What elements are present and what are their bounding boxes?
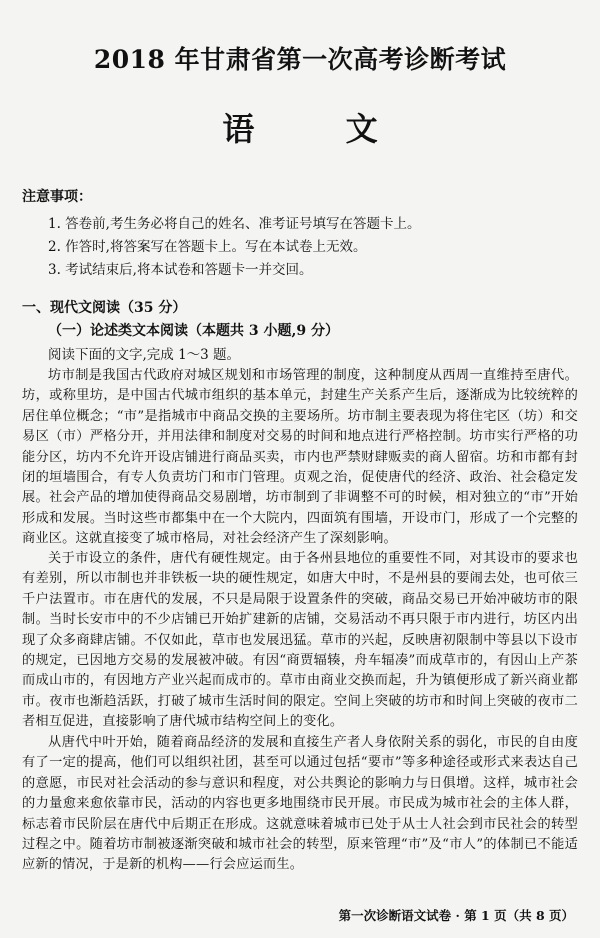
section-heading: 一、现代文阅读（35 分） xyxy=(22,300,187,316)
notice-heading: 注意事项： xyxy=(22,189,92,205)
passage-paragraph-1: 坊市制是我国古代政府对城区规划和市场管理的制度，这种制度从西周一直维持至唐代。坊，或称里坊，是中国古代城市组织的基本单元，封建生产关系产生后，逐渐成为比较统粹的居住单位概念；“市”是指城市中商品交换的主要场所。坊市制主要表现为将住宅区（坊）和交易区（市）严格分开，并用法律和制度对交易的时间和地点进行严格控制。坊市实行严格的功能分区，坊内不允许开设店铺进行商品买卖，市内也严禁财肆贩卖的商人留宿。坊和市都有封闭的垣墙围合，有专人负责坊门和市门管理。贞观之治，促使唐代的经济、政治、社会稳定发展。社会产品的增加使得商品交易剧增，坊市制到了非调整不可的时候，相对独立的“市”开始形成和发展。当时这些市都集中在一个大院内，四面筑有围墙，开设市门，形成了一个完整的商业区。这就直接变了城市格局，对社会经济产生了深刻影响。 xyxy=(22,368,578,547)
reading-instruction: 阅读下面的文字,完成 1～3 题。 xyxy=(48,347,241,363)
notice-item: 3. 考试结束后,将本试卷和答题卡一并交回。 xyxy=(48,262,313,278)
notice-item: 1. 答卷前,考生务必将自己的姓名、准考证号填写在答题卡上。 xyxy=(48,216,421,232)
passage-paragraph-3: 从唐代中叶开始，随着商品经济的发展和直接生产者人身依附关系的弱化，市民的自由度有了一定的提高，他们可以组织社团，甚至可以通过包括“要市”等多种途径或形式来表达自己的意愿，市民对社会活动的参与意识和程度，对公共舆论的影响力与日俱增。这样，城市社会的力量愈来愈依靠市民，活动的内容也更多地围绕市民开展。市民成为城市社会的主体人群，标志着市民阶层在唐代中后期正在形成。这就意味着城市已处于从士人社会到市民社会的转型过程之中。随着坊市制被逐渐突破和城市社会的转型，原来管理“市”及“市人”的体制已不能适应新的情况，于是新的机构——行会应运而生。 xyxy=(22,735,578,873)
passage-paragraph-2: 关于市设立的条件，唐代有硬性规定。由于各州县地位的重要性不同，对其设市的要求也有差别，所以市制也并非铁板一块的硬性规定，如唐大中时，不是州县的要闹去处，也可依三千户法置市。市在唐代的发展，不只是局限于设置条件的突破，商品交易已开始冲破坊市的限制。当时长安市中的不少店铺已开始扩建新的店铺，交易活动不再只限于市内进行，坊区内出现了众多商肆店铺。不仅如此，草市也发展迅猛。草市的兴起，反映唐初限制中等县以下设市的规定，已因地方交易的发展被冲破。有因“商贾辐辏，舟车辐凑”而成草市的，有因山上产茶而成山市的，有因地方产业兴起而成市的。草市由商业交换而起，升为镇便形成了新兴商业都市。夜市也渐趋活跃，打破了城市生活时间的限定。空间上突破的坊市和时间上突破的夜市二者相互促进，直接影响了唐代城市结构空间上的变化。 xyxy=(22,551,578,730)
subject-title: 语 文 xyxy=(222,110,418,148)
page-footer: 第一次诊断语文试卷 · 第 1 页（共 8 页） xyxy=(338,908,574,923)
sub-section-heading: （一）论述类文本阅读（本题共 3 小题,9 分） xyxy=(48,323,339,339)
exam-title: 2018 年甘肃省第一次高考诊断考试 xyxy=(93,45,507,74)
notice-item: 2. 作答时,将答案写在答题卡上。写在本试卷上无效。 xyxy=(48,239,367,255)
